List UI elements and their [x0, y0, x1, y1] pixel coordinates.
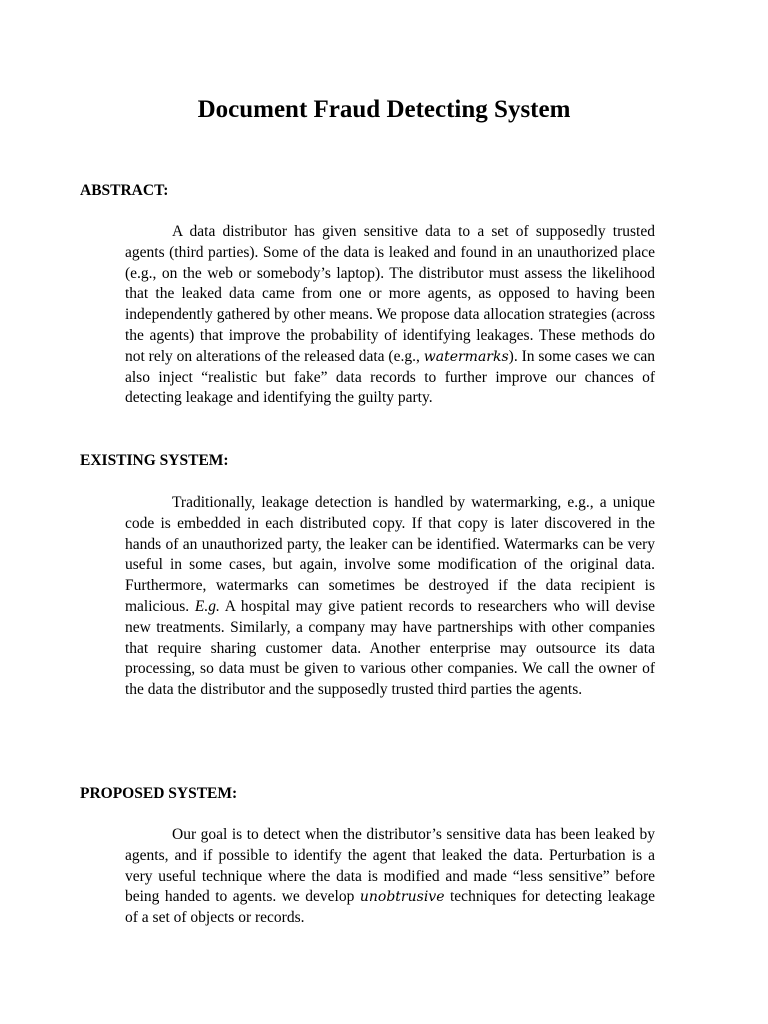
proposed-system-paragraph [125, 825, 655, 929]
proposed-text-part-2: techniques for detecting leakage of a set of objects or records. [125, 888, 655, 927]
existing-text-part-2: A hospital may give patient records to researchers who will devise new treatments. Similarly, a company may have partnerships with other companies that require sharing customer data. Another enterprise may outsource its data processing, so data must be given to various other companies. We call the owner of the data the distributor and the supposedly trusted third parties the agents. [125, 597, 655, 699]
abstract-heading: ABSTRACT: [80, 182, 169, 199]
abstract-text-part-1: A data distributor has given sensitive data to a set of supposedly trusted agents (third parties). Some of the data is leaked and found in an unauthorized place (e.g., on the web or somebody’s laptop). The distributor must assess the likelihood that the leaked data came from one or more agents, as opposed to having been independently gathered by other means. We propose data allocation strategies (across the agents) that improve the probability of identifying leakages. These methods do not rely on alterations of the released data (e.g., [125, 223, 655, 365]
abstract-emphasis-watermarks: watermarks [423, 348, 509, 365]
abstract-paragraph [125, 222, 655, 409]
proposed-system-heading: PROPOSED SYSTEM: [80, 785, 238, 802]
existing-system-paragraph [125, 493, 655, 701]
document-title: Document Fraud Detecting System [197, 96, 571, 123]
proposed-emphasis-unobtrusive: unobtrusive [359, 889, 445, 906]
existing-emphasis-eg: E.g. [194, 597, 220, 615]
existing-text-part-1: Traditionally, leakage detection is handled by watermarking, e.g., a unique code is embedded in each distributed copy. If that copy is later discovered in the hands of an unauthorized party, the leaker can be identified. Watermarks can be very useful in some cases, but again, involve some modification of the original data. Furthermore, watermarks can sometimes be destroyed if the data recipient is malicious. [125, 494, 655, 615]
abstract-text-part-2: ). In some cases we can also inject “realistic but fake” data records to further improve our chances of detecting leakage and identifying the guilty party. [125, 347, 656, 407]
existing-system-heading: EXISTING SYSTEM: [80, 452, 229, 469]
proposed-text-part-1: Our goal is to detect when the distributor’s sensitive data has been leaked by agents, and if possible to identify the agent that leaked the data. Perturbation is a very useful technique where the data is modified and made “less sensitive” before being handed to agents. we develop [125, 826, 655, 906]
